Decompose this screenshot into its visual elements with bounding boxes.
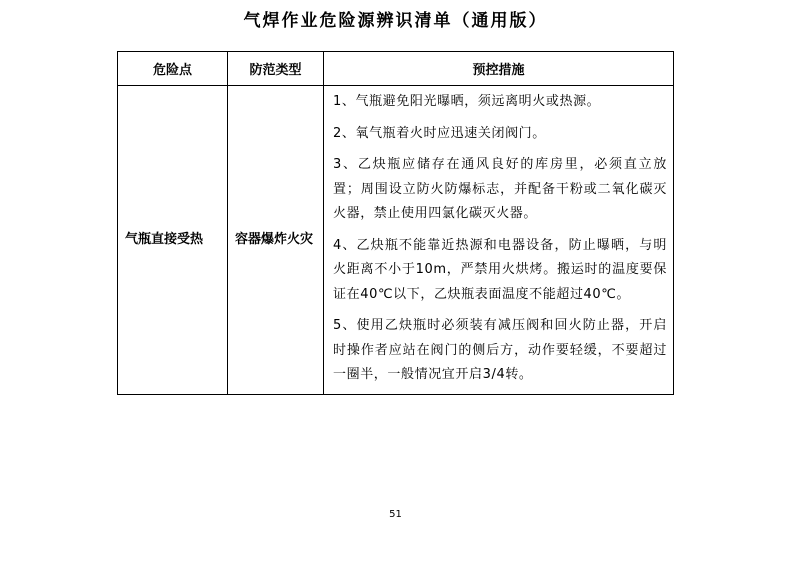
- hazard-table: [117, 51, 674, 395]
- hazard-point-cell: 气瓶直接受热: [118, 86, 228, 395]
- page-number: 51: [389, 509, 402, 520]
- control-measures-cell: [324, 86, 674, 395]
- measure-item: 5、使用乙炔瓶时必须装有减压阀和回火防止器，开启时操作者应站在阀门的侧后方，动作要轻缓，不要超过一圈半，一般情况宜开启3/4转。: [333, 318, 667, 382]
- header-prevention-type: 防范类型: [228, 52, 324, 86]
- measure-item: 1、气瓶避免阳光曝晒，须远离明火或热源。: [333, 94, 601, 109]
- measure-item: 3、乙炔瓶应储存在通风良好的库房里，必须直立放置；周围设立防火防爆标志，并配备干粉或二氧化碳灭火器，禁止使用四氯化碳灭火器。: [333, 157, 667, 221]
- measure-item: 2、氧气瓶着火时应迅速关闭阀门。: [333, 125, 546, 141]
- table-header-row: [118, 52, 674, 86]
- measure-item: 4、乙炔瓶不能靠近热源和电器设备，防止曝晒，与明火距离不小于10m，严禁用火烘烤。搬运时的温度要保证在40℃以下，乙炔瓶表面温度不能超过40℃。: [333, 237, 667, 302]
- document-title: 气焊作业危险源辨识清单（通用版）: [243, 11, 548, 31]
- table-row: [118, 86, 674, 395]
- prevention-type-cell: 容器爆炸火灾: [228, 86, 324, 395]
- header-control-measures: 预控措施: [324, 52, 674, 86]
- header-hazard-point: 危险点: [118, 52, 228, 86]
